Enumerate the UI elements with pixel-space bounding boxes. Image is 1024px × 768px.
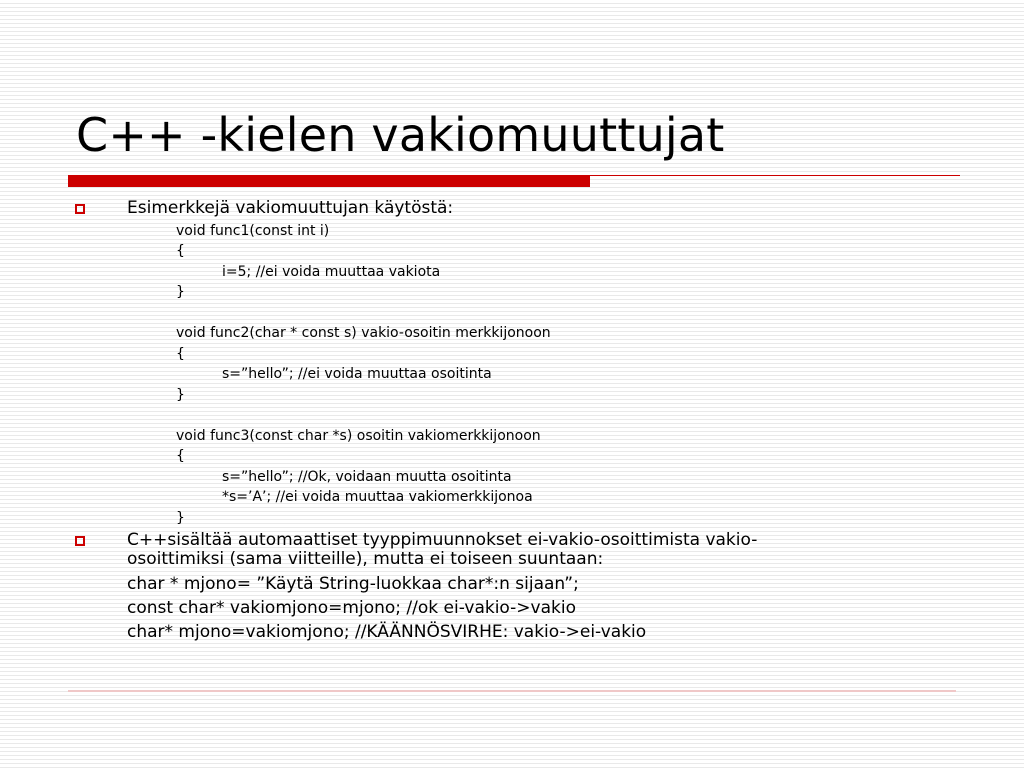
footer-divider xyxy=(68,690,956,692)
code-line: { xyxy=(176,448,185,464)
code-line: { xyxy=(176,243,185,259)
code-line: s=”hello”; //Ok, voidaan muutta osoitinta xyxy=(222,469,512,485)
code-line: } xyxy=(176,387,185,403)
bullet-1-text: Esimerkkejä vakiomuuttujan käytöstä: xyxy=(127,198,454,218)
code-line: void func2(char * const s) vakio-osoitin merkkijonoon xyxy=(176,325,551,341)
code-line: s=”hello”; //ei voida muuttaa osoitinta xyxy=(222,366,492,382)
bullet-2-text-line-1: C++sisältää automaattiset tyyppimuunnokset ei-vakio-osoittimista vakio- xyxy=(127,530,758,550)
slide-title: C++ -kielen vakiomuuttujat xyxy=(76,108,725,162)
square-bullet-icon xyxy=(75,536,85,546)
example-line: char * mjono= ”Käytä String-luokkaa char*:n sijaan”; xyxy=(127,574,579,594)
code-line: void func3(const char *s) osoitin vakiomerkkijonoon xyxy=(176,428,541,444)
code-line: } xyxy=(176,284,185,300)
code-line: } xyxy=(176,510,185,526)
example-line: const char* vakiomjono=mjono; //ok ei-vakio->vakio xyxy=(127,598,576,618)
code-line: { xyxy=(176,346,185,362)
code-line: *s=’A’; //ei voida muuttaa vakiomerkkijonoa xyxy=(222,489,533,505)
example-line: char* mjono=vakiomjono; //KÄÄNNÖSVIRHE: vakio->ei-vakio xyxy=(127,622,647,642)
code-line: void func1(const int i) xyxy=(176,223,330,239)
code-line: i=5; //ei voida muuttaa vakiota xyxy=(222,264,441,280)
square-bullet-icon xyxy=(75,204,85,214)
bullet-2-text-line-2: osoittimiksi (sama viitteille), mutta ei toiseen suuntaan: xyxy=(127,549,604,569)
